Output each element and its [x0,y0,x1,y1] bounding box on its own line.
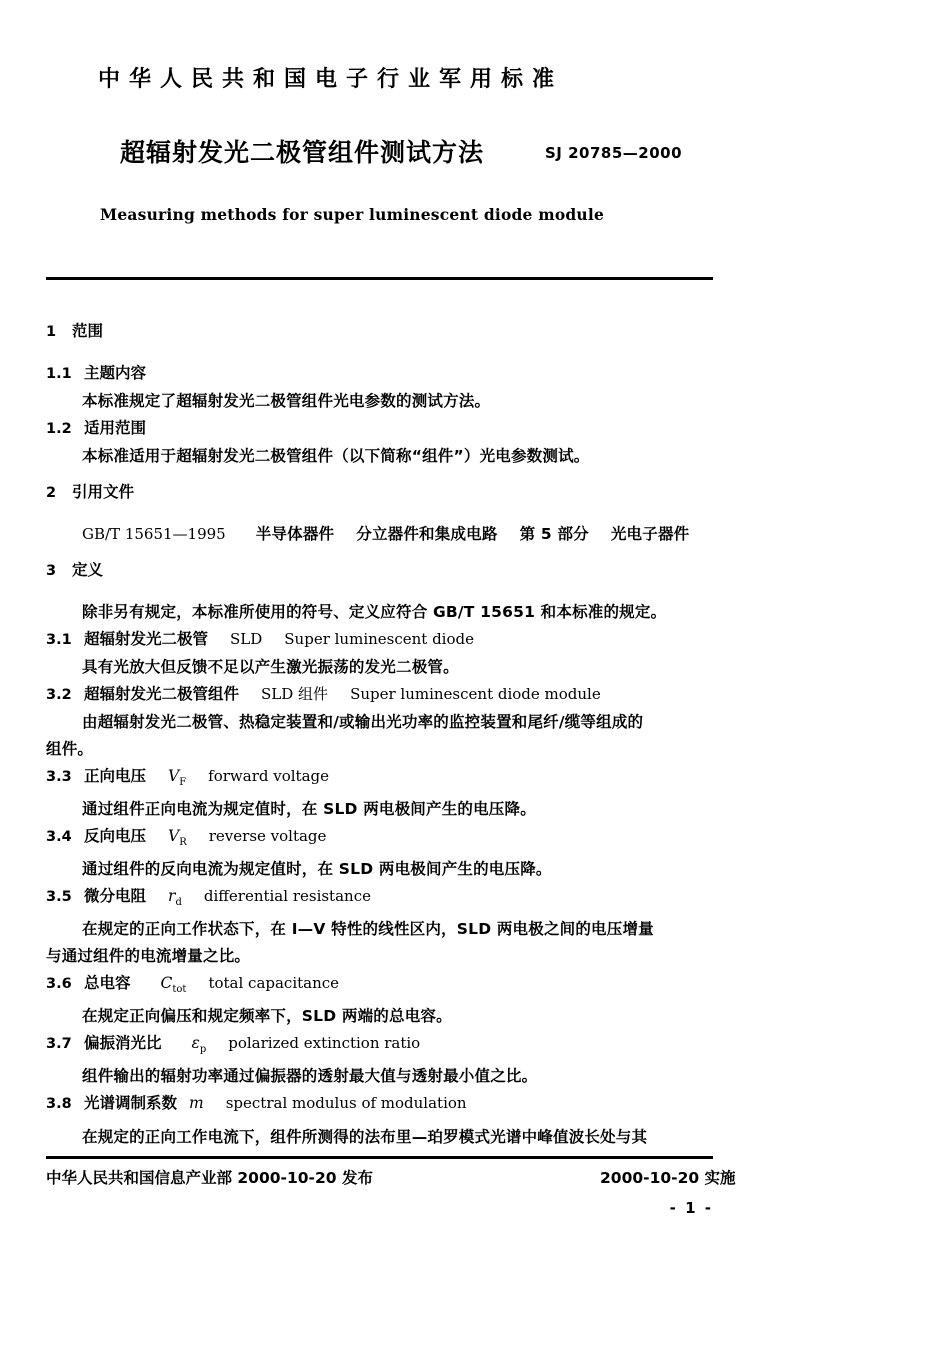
term-symbol: $V_R$ [168,827,187,849]
section-heading-1-2 [0,415,950,443]
masthead-title: 中华人民共和国电子行业军用标准 [98,67,564,92]
term-abbr: SLD 组件 [261,685,329,703]
term-heading-3-5 [0,883,950,916]
footer-issuer: 中华人民共和国信息产业部 2000-10-20 发布 [46,1169,373,1187]
document-subtitle-english: Measuring methods for super luminescent diode module [100,205,605,224]
section-number: 3.1 [46,632,72,648]
term-name-cn: 反向电压 [84,827,147,846]
term-symbol: m [189,1094,204,1113]
term-name-cn: 总电容 [84,974,131,993]
section-heading-3 [0,557,950,585]
document-body [0,318,950,1151]
term-definition-3-8-line1: 在规定的正向工作电流下，组件所测得的法布里—珀罗模式光谱中峰值波长处与其 [82,1127,648,1146]
term-definition-3-5-line1: 在规定的正向工作状态下，在 I—V 特性的线性区内，SLD 两电极之间的电压增量 [82,920,654,939]
term-heading-3-2 [0,681,950,709]
term-definition-3-2-line2: 组件。 [46,740,94,758]
term-heading-3-3 [0,763,950,796]
term-abbr: SLD [230,630,263,648]
term-definition-3-5-line2: 与通过组件的电流增量之比。 [46,947,251,966]
spacer [0,585,950,599]
section-number: 1 [46,324,57,340]
section-number: 3.3 [46,769,72,785]
term-name-en: Super luminescent diode module [350,685,601,703]
section-title: 定义 [72,561,104,579]
spacer [0,470,950,479]
section-number: 3.7 [46,1036,72,1053]
term-heading-3-4 [0,823,950,856]
paragraph-1-1: 本标准规定了超辐射发光二极管组件光电参数的测试方法。 [82,392,491,410]
paragraph-1-2: 本标准适用于超辐射发光二极管组件（以下简称“组件”）光电参数测试。 [82,447,590,465]
term-symbol: $C_{tot}$ [160,974,187,996]
section-number: 3.4 [46,829,72,846]
section-heading-1 [0,318,950,346]
term-symbol: $r_d$ [168,887,182,909]
term-heading-3-6 [0,970,950,1003]
term-definition-3-1: 具有光放大但反馈不足以产生激光振荡的发光二极管。 [82,658,459,676]
section-number: 3.8 [46,1096,72,1113]
term-name-en: total capacitance [208,974,340,993]
standard-number: SJ 20785—2000 [545,144,683,162]
term-name-en: forward voltage [208,767,329,785]
term-definition-3-6: 在规定正向偏压和规定频率下，SLD 两端的总电容。 [82,1007,452,1026]
page-number: - 1 - [669,1199,713,1217]
term-heading-3-1 [0,626,950,654]
term-name-cn: 光谱调制系数 [84,1094,178,1113]
reference-item: GB/T 15651—1995 半导体器件 分立器件和集成电路 第 5 部分 光电子器件 [82,525,690,543]
document-title: 超辐射发光二极管组件测试方法 [120,138,485,167]
term-name-cn: 微分电阻 [84,887,147,906]
section-number: 3.6 [46,976,72,993]
term-definition-3-2-line1: 由超辐射发光二极管、热稳定装置和/或输出光功率的监控装置和尾纤/缆等组成的 [82,713,644,731]
spacer [0,548,950,557]
term-name-en: reverse voltage [208,827,327,846]
section-title: 引用文件 [72,483,135,501]
section-number: 3.2 [46,687,72,703]
header-divider [46,277,713,280]
section-number: 3 [46,563,57,579]
footer-divider [46,1156,713,1159]
spacer [0,346,950,360]
term-symbol: $\varepsilon_p$ [191,1034,207,1056]
term-definition-3-7: 组件输出的辐射功率通过偏振器的透射最大值与透射最小值之比。 [82,1067,538,1086]
section-title: 适用范围 [84,419,147,437]
section-number: 1.1 [46,366,72,382]
term-heading-3-8 [0,1090,950,1123]
term-definition-3-3: 通过组件正向电流为规定值时，在 SLD 两电极间产生的电压降。 [82,800,536,819]
term-definition-3-4: 通过组件的反向电流为规定值时，在 SLD 两电极间产生的电压降。 [82,860,552,879]
section-title: 范围 [72,322,104,340]
term-name-en: Super luminescent diode [284,630,474,648]
reference-code: GB/T 15651—1995 [82,525,226,543]
spacer [0,507,950,521]
term-name-cn: 超辐射发光二极管 [84,630,209,648]
term-heading-3-7 [0,1030,950,1063]
term-name-cn: 偏振消光比 [84,1034,162,1053]
section-number: 3.5 [46,889,72,906]
term-name-cn: 正向电压 [84,767,147,785]
paragraph-3-intro: 除非另有规定，本标准所使用的符号、定义应符合 GB/T 15651 和本标准的规定。 [82,603,667,621]
section-number: 1.2 [46,421,72,437]
title-row [0,133,950,173]
term-name-en: polarized extinction ratio [228,1034,421,1053]
term-name-en: spectral modulus of modulation [225,1094,467,1113]
section-heading-1-1 [0,360,950,388]
section-title: 主题内容 [84,364,147,382]
term-symbol: $V_F$ [168,767,187,789]
section-number: 2 [46,485,57,501]
footer-effective-date: 2000-10-20 实施 [600,1169,736,1187]
section-heading-2 [0,479,950,507]
term-name-cn: 超辐射发光二极管组件 [84,685,240,703]
term-name-en: differential resistance [203,887,371,906]
